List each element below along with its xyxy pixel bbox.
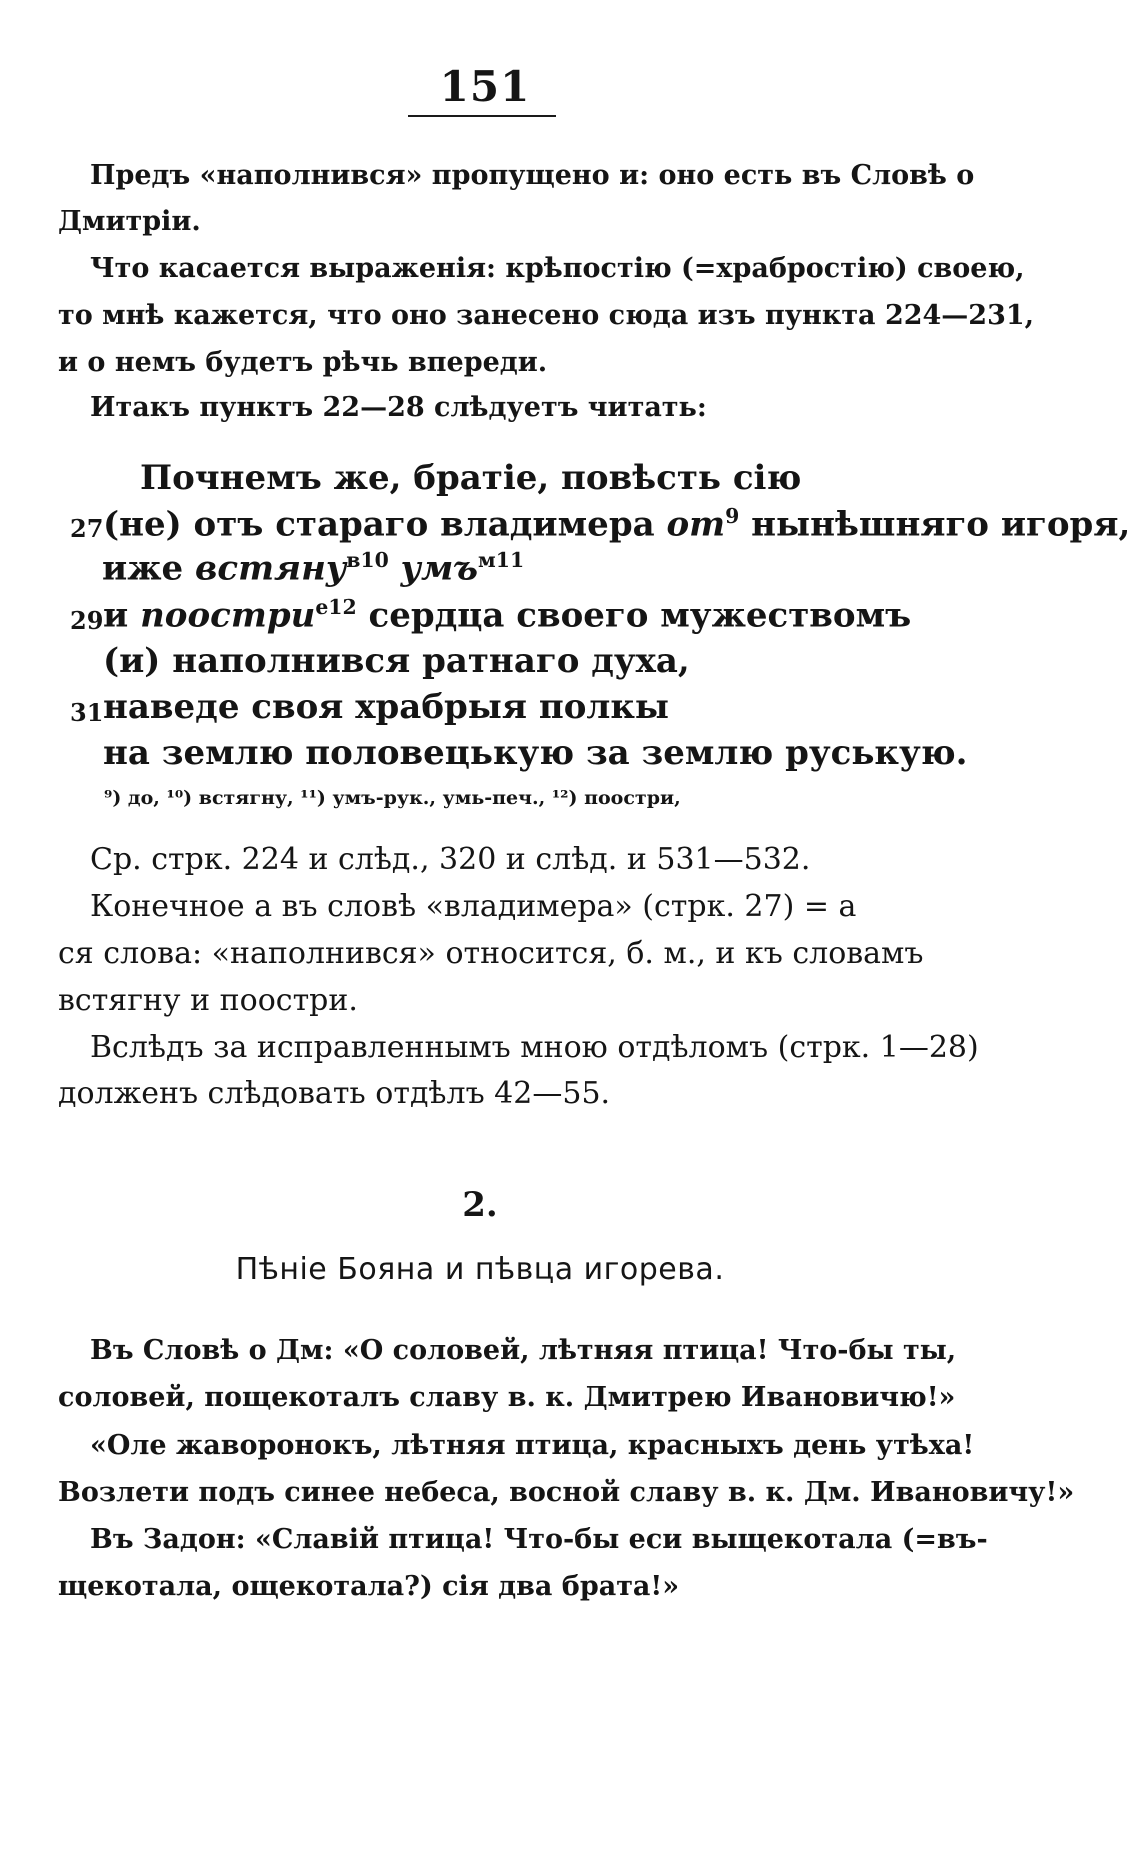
section-line-4: Возлети подъ синее небеса, восной славу в. к. Дм. Ивановичу!» xyxy=(58,1477,1075,1508)
remark-line-4: встягну и поостри. xyxy=(58,983,358,1018)
verse-line-2: (не) отъ стараго владимера $от^9$ нынѣшняго игоря, xyxy=(103,504,1131,545)
section-line-6: щекотала, ощекотала?) сія два брата!» xyxy=(58,1571,680,1602)
verse-footnote: ⁹) до, ¹⁰) встягну, ¹¹) умъ-рук., умь-печ., ¹²) поостри, xyxy=(104,787,681,809)
remark-line-1: Ср. стрк. 224 и слѣд., 320 и слѣд. и 531—532. xyxy=(90,842,811,877)
verse-line-6: наведе своя храбрыя полкы xyxy=(103,687,669,727)
page-number: 151 xyxy=(439,62,531,111)
verse-line-3: иже встяну$^{в10}$ умъ$^{м11}$ xyxy=(102,548,525,589)
intro-line-4: то мнѣ кажется, что оно занесено сюда изъ пункта 224—231, xyxy=(58,300,1035,331)
line-number-27: 27 xyxy=(70,514,104,543)
verse-line-1: Почнемъ же, братіе, повѣсть сію xyxy=(140,458,802,498)
line-number-31: 31 xyxy=(70,698,104,727)
intro-line-1: Предъ «наполнився» пропущено и: оно есть въ Словѣ о xyxy=(90,160,975,191)
intro-line-2: Дмитріи. xyxy=(58,206,201,237)
intro-line-3: Что касается выраженія: крѣпостію (=храбростію) своею, xyxy=(90,253,1025,284)
remark-line-6: долженъ слѣдовать отдѣлъ 42—55. xyxy=(58,1076,611,1111)
intro-line-5: и о немъ будетъ рѣчь впереди. xyxy=(58,347,548,378)
intro-line-6: Итакъ пунктъ 22—28 слѣдуетъ читать: xyxy=(90,392,707,423)
header-rule xyxy=(408,115,556,117)
section-line-3: «Оле жаворонокъ, лѣтняя птица, красныхъ день утѣха! xyxy=(90,1430,975,1461)
remark-line-3: ся слова: «наполнився» относится, б. м., и къ словамъ xyxy=(58,936,924,971)
section-line-5: Въ Задон: «Славій птица! Что-бы еси выщекотала (=въ- xyxy=(90,1524,988,1555)
line-number-29: 29 xyxy=(70,606,104,635)
verse-line-7: на землю половецькую за землю руськую. xyxy=(103,733,968,773)
section-number: 2. xyxy=(462,1185,498,1225)
remark-line-2: Конечное а въ словѣ «владимера» (стрк. 27) = а xyxy=(90,889,857,924)
section-line-1: Въ Словѣ о Дм: «О соловей, лѣтняя птица! Что-бы ты, xyxy=(90,1335,957,1366)
section-title: Пѣніе Бояна и пѣвца игорева. xyxy=(235,1252,725,1287)
verse-line-5: (и) наполнився ратнаго духа, xyxy=(103,641,690,681)
verse-line-4: и поостри$^{е12}$ сердца своего мужествомъ xyxy=(103,595,912,636)
remark-line-5: Вслѣдъ за исправленнымъ мною отдѣломъ (стрк. 1—28) xyxy=(90,1030,979,1065)
section-line-2: соловей, пощекоталъ славу в. к. Дмитрею Ивановичю!» xyxy=(58,1382,956,1413)
